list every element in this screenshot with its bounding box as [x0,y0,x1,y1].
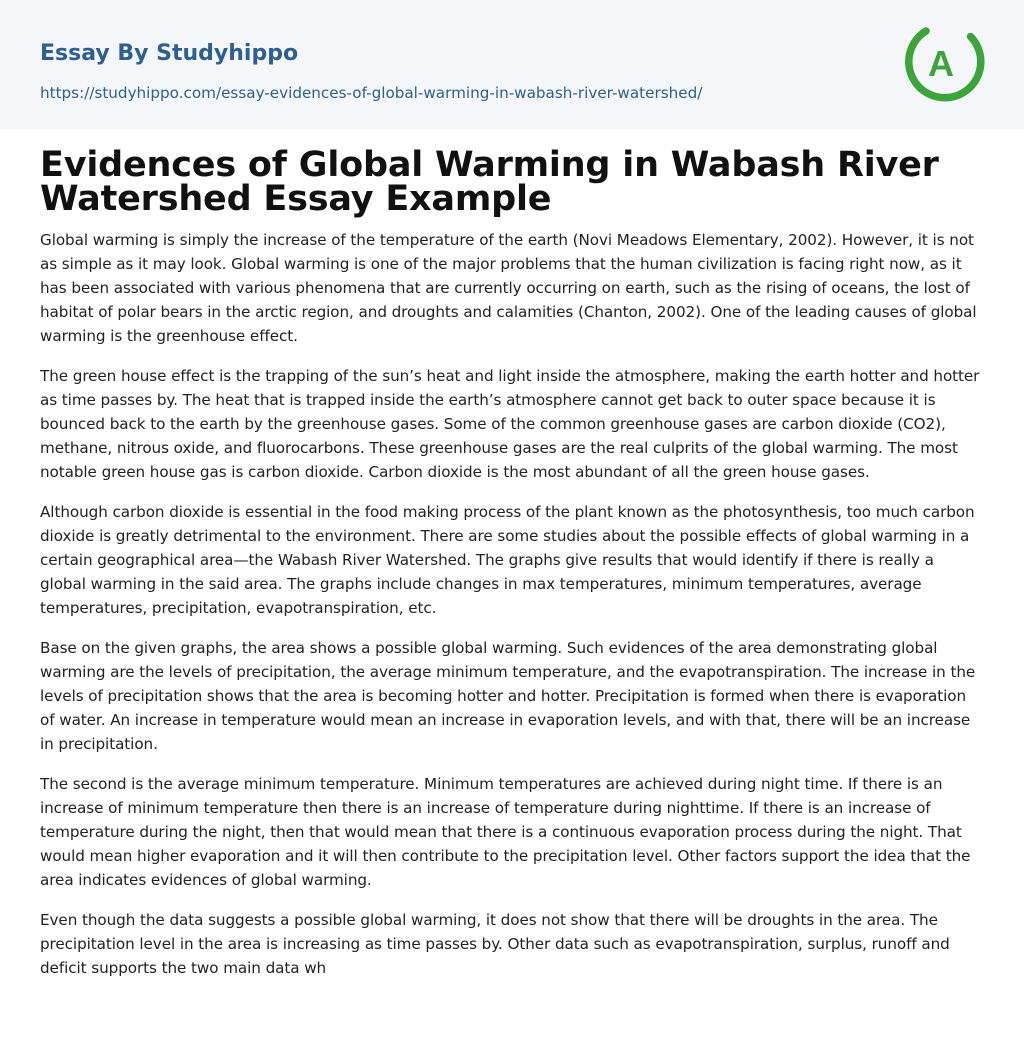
paragraph-5: The second is the average minimum temperature. Minimum temperatures are achieved during night time. If there is an increase of minimum temperature then there is an increase of temperature during nighttime. If there is an increase of temperature during the night, then that would mean that there is a continuous evaporation process during the night. That would mean higher evaporation and it will then contribute to the precipitation level. Other factors support the idea that the area indicates evidences of global warming. [40,775,971,889]
studyhippo-logo-icon[interactable] [900,18,988,106]
logo-letter: A [928,43,954,84]
page-title: Evidences of Global Warming in Wabash River Watershed Essay Example [40,145,939,219]
paragraph-6: Even though the data suggests a possible global warming, it does not show that there will be droughts in the area. The precipitation level in the area is increasing as time passes by. Other data such as evapotranspiration, surplus, runoff and deficit supports the two main data wh [40,911,950,977]
site-brand[interactable]: Essay By Studyhippo [40,41,299,66]
page-header [0,0,1024,129]
article [40,145,984,996]
article-body [40,228,984,980]
paragraph-1: Global warming is simply the increase of the temperature of the earth (Novi Meadows Elementary, 2002). However, it is not as simple as it may look. Global warming is one of the major problems that the human civilization is facing right now, as it has been associated with various phenomena that are currently occurring on earth, such as the rising of oceans, the lost of habitat of polar bears in the arctic region, and droughts and calamities (Chanton, 2002). One of the leading causes of global warming is the greenhouse effect. [40,231,977,345]
paragraph-4: Base on the given graphs, the area shows a possible global warming. Such evidences of the area demonstrating global warming are the levels of precipitation, the average minimum temperature, and the evapotranspiration. The increase in the levels of precipitation shows that the area is becoming hotter and hotter. Precipitation is formed when there is evaporation of water. An increase in temperature would mean an increase in evaporation levels, and with that, there will be an increase in precipitation. [40,639,976,753]
paragraph-2: The green house effect is the trapping of the sun’s heat and light inside the atmosphere, making the earth hotter and hotter as time passes by. The heat that is trapped inside the earth’s atmosphere cannot get back to outer space because it is bounced back to the earth by the greenhouse gases. Some of the common greenhouse gases are carbon dioxide (CO2), methane, nitrous oxide, and fluorocarbons. These greenhouse gases are the real culprits of the global warming. The most notable green house gas is carbon dioxide. Carbon dioxide is the most abundant of all the green house gases. [40,367,980,481]
source-url-link[interactable]: https://studyhippo.com/essay-evidences-of-global-warming-in-wabash-river-watershed/ [40,84,703,102]
paragraph-3: Although carbon dioxide is essential in the food making process of the plant known as the photosynthesis, too much carbon dioxide is greatly detrimental to the environment. There are some studies about the possible effects of global warming in a certain geographical area—the Wabash River Watershed. The graphs give results that would identify if there is really a global warming in the said area. The graphs include changes in max temperatures, minimum temperatures, average temperatures, precipitation, evapotranspiration, etc. [40,503,975,617]
